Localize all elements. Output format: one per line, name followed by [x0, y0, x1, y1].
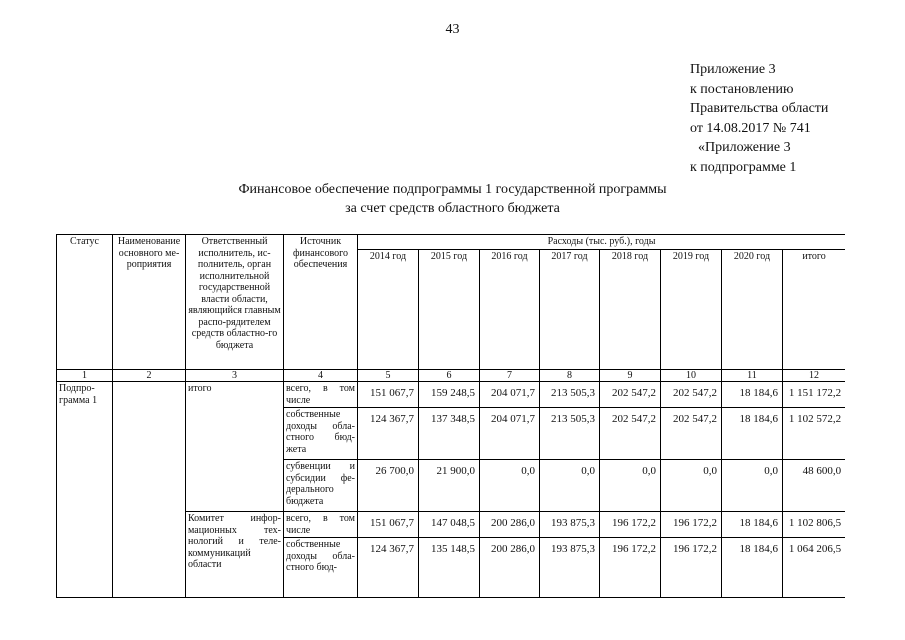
value-cell: 18 184,6 — [722, 538, 783, 598]
appendix-line: к подпрограмме 1 — [690, 159, 797, 175]
source-cell: всего, в том числе — [284, 512, 358, 538]
value-cell: 18 184,6 — [722, 382, 783, 408]
appendix-line: «Приложение 3 — [698, 140, 791, 155]
header-executor: Ответственный исполнитель, ис-полнитель, орган исполнительной государственной власти области, являющийся главным распо-рядителем средств областно-го бюджета — [186, 235, 284, 370]
value-cell: 1 151 172,2 — [783, 382, 846, 408]
column-number: 3 — [186, 369, 284, 382]
header-year: 2014 год — [358, 249, 419, 369]
header-year: 2017 год — [540, 249, 600, 369]
column-number: 4 — [284, 369, 358, 382]
value-cell: 18 184,6 — [722, 512, 783, 538]
column-numbers-row — [57, 369, 846, 382]
finance-table-container — [56, 234, 845, 640]
appendix-line: к постановлению — [690, 81, 794, 97]
value-cell: 0,0 — [661, 460, 722, 512]
column-number: 12 — [783, 369, 846, 382]
value-cell: 204 071,7 — [480, 382, 540, 408]
table-body — [57, 382, 846, 598]
column-number: 9 — [600, 369, 661, 382]
value-cell: 202 547,2 — [661, 382, 722, 408]
header-year: 2015 год — [419, 249, 480, 369]
value-cell: 196 172,2 — [600, 512, 661, 538]
value-cell: 26 700,0 — [358, 460, 419, 512]
value-cell: 21 900,0 — [419, 460, 480, 512]
column-number: 1 — [57, 369, 113, 382]
column-number: 10 — [661, 369, 722, 382]
value-cell: 18 184,6 — [722, 408, 783, 460]
header-name: Наименование основного ме-роприятия — [113, 235, 186, 370]
value-cell: 137 348,5 — [419, 408, 480, 460]
appendix-line: Приложение 3 — [690, 62, 776, 77]
value-cell: 124 367,7 — [358, 408, 419, 460]
value-cell: 0,0 — [600, 460, 661, 512]
value-cell: 202 547,2 — [600, 382, 661, 408]
document-title — [0, 180, 905, 218]
appendix-header — [690, 60, 828, 177]
status-cell: Подпро-грамма 1 — [57, 382, 113, 598]
header-expenses: Расходы (тыс. руб.), годы — [358, 235, 846, 250]
column-number: 6 — [419, 369, 480, 382]
value-cell: 193 875,3 — [540, 538, 600, 598]
value-cell: 196 172,2 — [600, 538, 661, 598]
value-cell: 202 547,2 — [600, 408, 661, 460]
value-cell: 193 875,3 — [540, 512, 600, 538]
value-cell: 0,0 — [722, 460, 783, 512]
value-cell: 135 148,5 — [419, 538, 480, 598]
value-cell: 147 048,5 — [419, 512, 480, 538]
appendix-line: Правительства области — [690, 101, 829, 116]
source-cell: собственные доходы обла-стного бюд- — [284, 538, 358, 598]
source-cell: всего, в том числе — [284, 382, 358, 408]
source-cell: субвенции и субсидии фе-дерального бюджета — [284, 460, 358, 512]
header-year: итого — [783, 249, 846, 369]
appendix-line: от 14.08.2017 № 741 — [690, 120, 811, 136]
value-cell: 1 102 572,2 — [783, 408, 846, 460]
finance-table — [56, 234, 845, 598]
value-cell: 204 071,7 — [480, 408, 540, 460]
header-year: 2019 год — [661, 249, 722, 369]
value-cell: 1 102 806,5 — [783, 512, 846, 538]
column-number: 8 — [540, 369, 600, 382]
source-cell: собственные доходы обла-стного бюд-жета — [284, 408, 358, 460]
value-cell: 200 286,0 — [480, 538, 540, 598]
value-cell: 0,0 — [540, 460, 600, 512]
column-number: 2 — [113, 369, 186, 382]
executor-cell: итого — [186, 382, 284, 512]
column-number: 7 — [480, 369, 540, 382]
column-number: 5 — [358, 369, 419, 382]
value-cell: 48 600,0 — [783, 460, 846, 512]
header-status: Статус — [57, 235, 113, 370]
value-cell: 196 172,2 — [661, 512, 722, 538]
header-year: 2020 год — [722, 249, 783, 369]
value-cell: 151 067,7 — [358, 512, 419, 538]
header-year: 2016 год — [480, 249, 540, 369]
value-cell: 124 367,7 — [358, 538, 419, 598]
value-cell: 213 505,3 — [540, 382, 600, 408]
title-line: за счет средств областного бюджета — [345, 201, 560, 216]
column-number: 11 — [722, 369, 783, 382]
value-cell: 213 505,3 — [540, 408, 600, 460]
header-year: 2018 год — [600, 249, 661, 369]
title-line: Финансовое обеспечение подпрограммы 1 государственной программы — [238, 182, 667, 197]
executor-cell: Комитет инфор-мационных тех-нологий и теле-коммуникаций области — [186, 512, 284, 598]
page-number: 43 — [445, 22, 460, 37]
value-cell: 151 067,7 — [358, 382, 419, 408]
value-cell: 1 064 206,5 — [783, 538, 846, 598]
activity-name-cell — [113, 382, 186, 598]
value-cell: 0,0 — [480, 460, 540, 512]
header-source: Источник финансового обеспечения — [284, 235, 358, 370]
value-cell: 202 547,2 — [661, 408, 722, 460]
value-cell: 159 248,5 — [419, 382, 480, 408]
table-row — [57, 382, 846, 408]
value-cell: 200 286,0 — [480, 512, 540, 538]
value-cell: 196 172,2 — [661, 538, 722, 598]
